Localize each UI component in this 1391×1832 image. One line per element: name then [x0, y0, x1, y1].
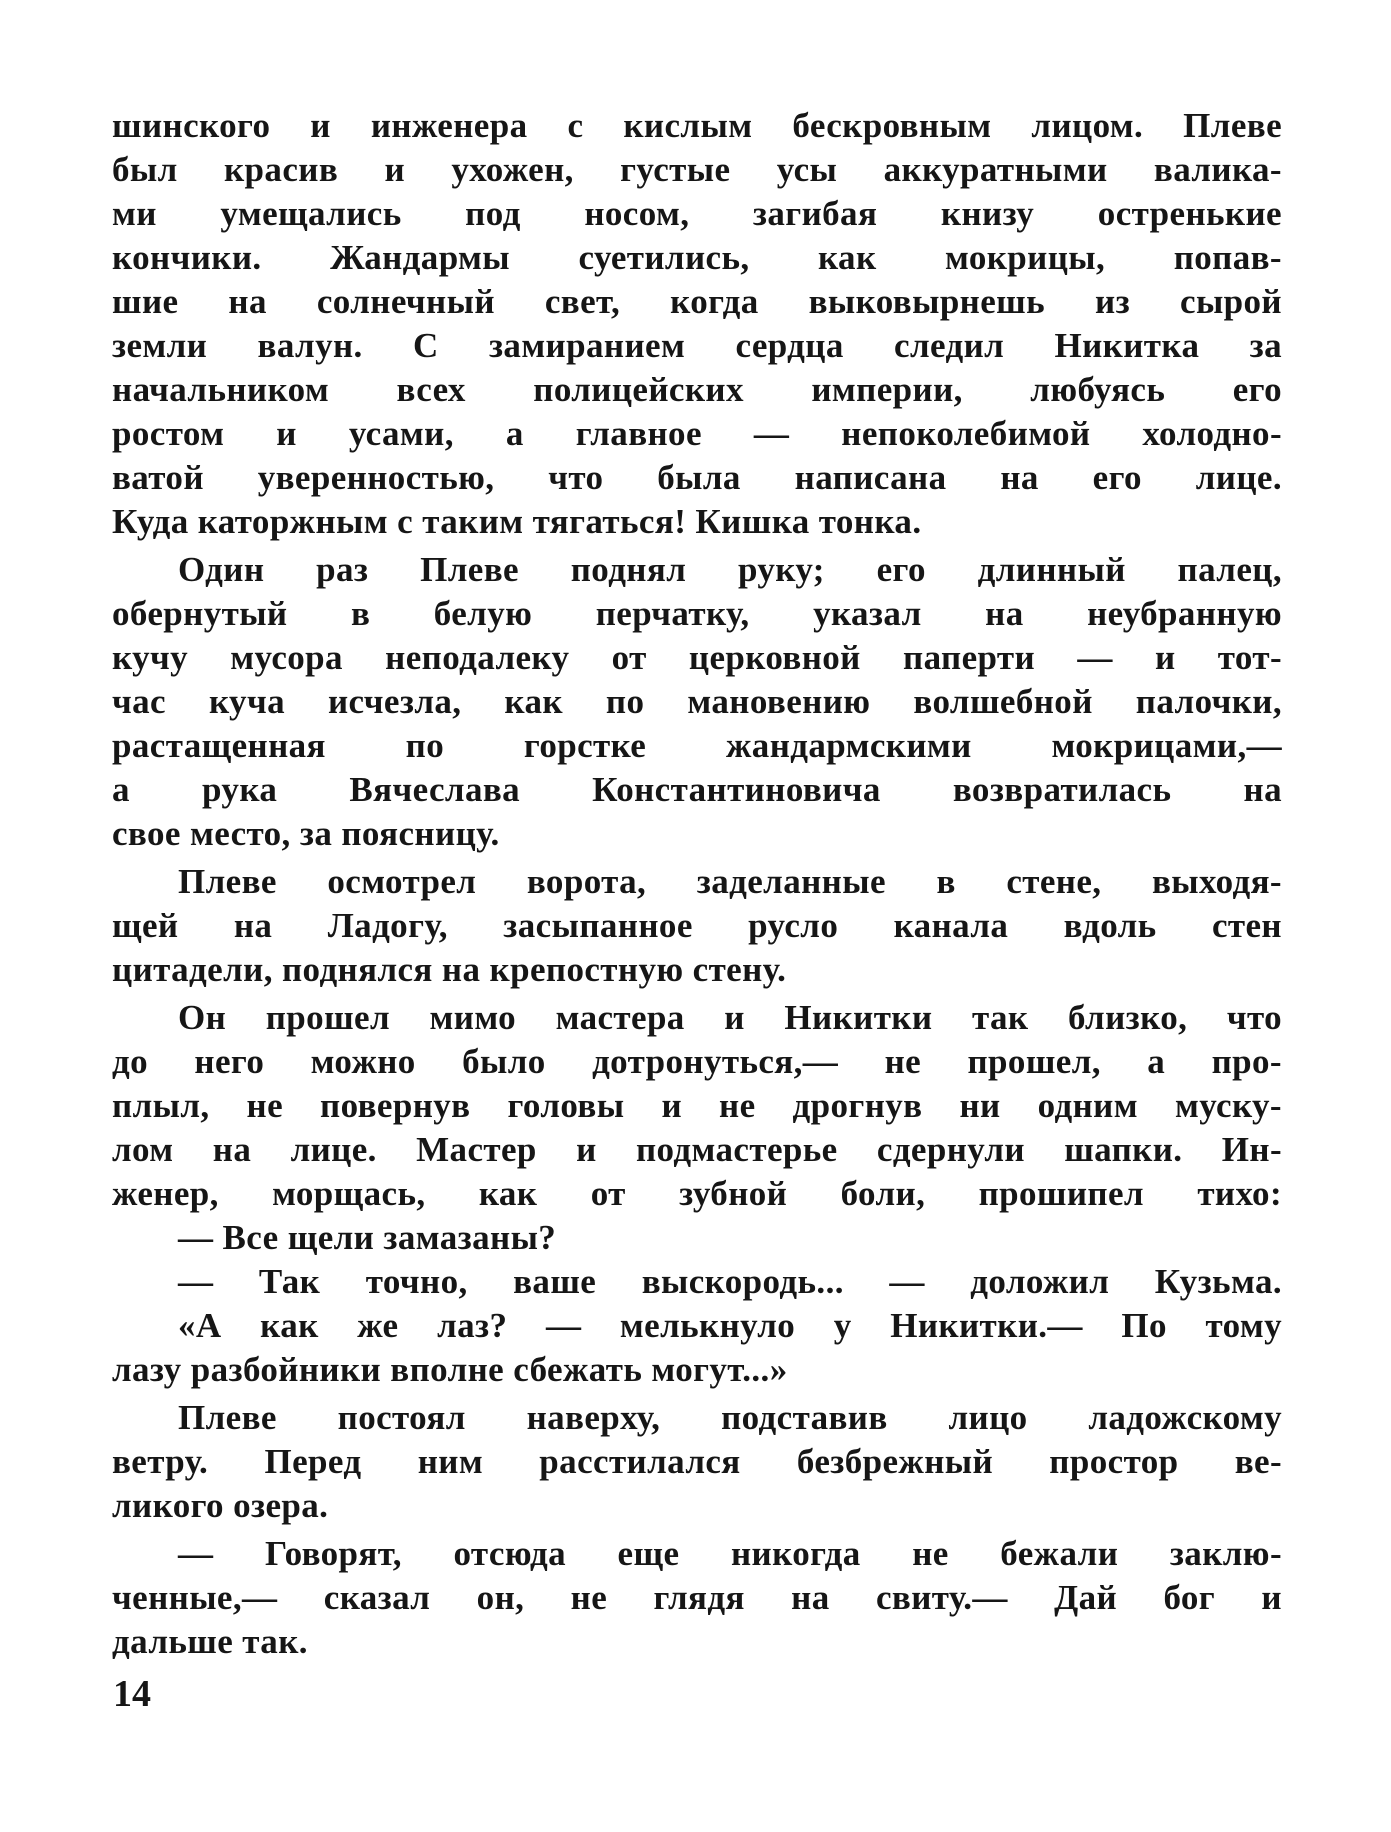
text-line: ветру. Перед ним расстилался безбрежный простор ве-: [112, 1442, 1282, 1481]
text-line: Он прошел мимо мастера и Никитки так близко, что: [178, 998, 1282, 1037]
text-line: плыл, не повернув головы и не дрогнув ни одним муску-: [112, 1086, 1282, 1125]
page-number: 14: [113, 1673, 151, 1715]
text-line: ростом и усами, а главное — непоколебимой холодно-: [112, 414, 1282, 453]
text-line: Куда каторжным с таким тягаться! Кишка тонка.: [112, 502, 922, 541]
text-line: лом на лице. Мастер и подмастерье сдернули шапки. Ин-: [112, 1130, 1282, 1169]
text-line: кучу мусора неподалеку от церковной паперти — и тот-: [112, 638, 1282, 677]
text-line: шие на солнечный свет, когда выковырнешь из сырой: [112, 282, 1282, 321]
text-line: кончики. Жандармы суетились, как мокрицы, попав-: [112, 238, 1282, 277]
text-line: — Говорят, отсюда еще никогда не бежали заклю-: [178, 1534, 1282, 1573]
text-line: до него можно было дотронуться,— не прошел, а про-: [112, 1042, 1282, 1081]
text-line: цитадели, поднялся на крепостную стену.: [112, 950, 787, 989]
text-line: лазу разбойники вполне сбежать могут...»: [112, 1350, 788, 1389]
text-line: Плеве постоял наверху, подставив лицо ладожскому: [178, 1398, 1282, 1437]
text-line: свое место, за поясницу.: [112, 814, 500, 853]
text-line: обернутый в белую перчатку, указал на неубранную: [112, 594, 1282, 633]
text-line: Один раз Плеве поднял руку; его длинный палец,: [178, 550, 1282, 589]
text-line: дальше так.: [112, 1622, 308, 1661]
text-line: — Так точно, ваше выскородь... — доложил Кузьма.: [178, 1262, 1282, 1301]
book-page: [112, 104, 1282, 1704]
text-line: растащенная по горстке жандармскими мокрицами,—: [112, 726, 1282, 765]
text-line: «А как же лаз? — мелькнуло у Никитки.— По тому: [178, 1306, 1282, 1345]
text-line: — Все щели замазаны?: [178, 1218, 557, 1257]
text-line: женер, морщась, как от зубной боли, прошипел тихо:: [112, 1174, 1282, 1213]
text-line: шинского и инженера с кислым бескровным лицом. Плеве: [112, 106, 1282, 145]
text-line: был красив и ухожен, густые усы аккуратными валика-: [112, 150, 1282, 189]
text-line: ченные,— сказал он, не глядя на свиту.— Дай бог и: [112, 1578, 1282, 1617]
text-line: ми умещались под носом, загибая книзу остренькие: [112, 194, 1282, 233]
text-line: ватой уверенностью, что была написана на его лице.: [112, 458, 1282, 497]
text-line: час куча исчезла, как по мановению волшебной палочки,: [112, 682, 1282, 721]
text-line: земли валун. С замиранием сердца следил Никитка за: [112, 326, 1282, 365]
text-line: Плеве осмотрел ворота, заделанные в стене, выходя-: [178, 862, 1282, 901]
text-line: начальником всех полицейских империи, любуясь его: [112, 370, 1282, 409]
text-line: щей на Ладогу, засыпанное русло канала вдоль стен: [112, 906, 1282, 945]
text-line: а рука Вячеслава Константиновича возвратилась на: [112, 770, 1282, 809]
text-line: ликого озера.: [112, 1486, 329, 1525]
